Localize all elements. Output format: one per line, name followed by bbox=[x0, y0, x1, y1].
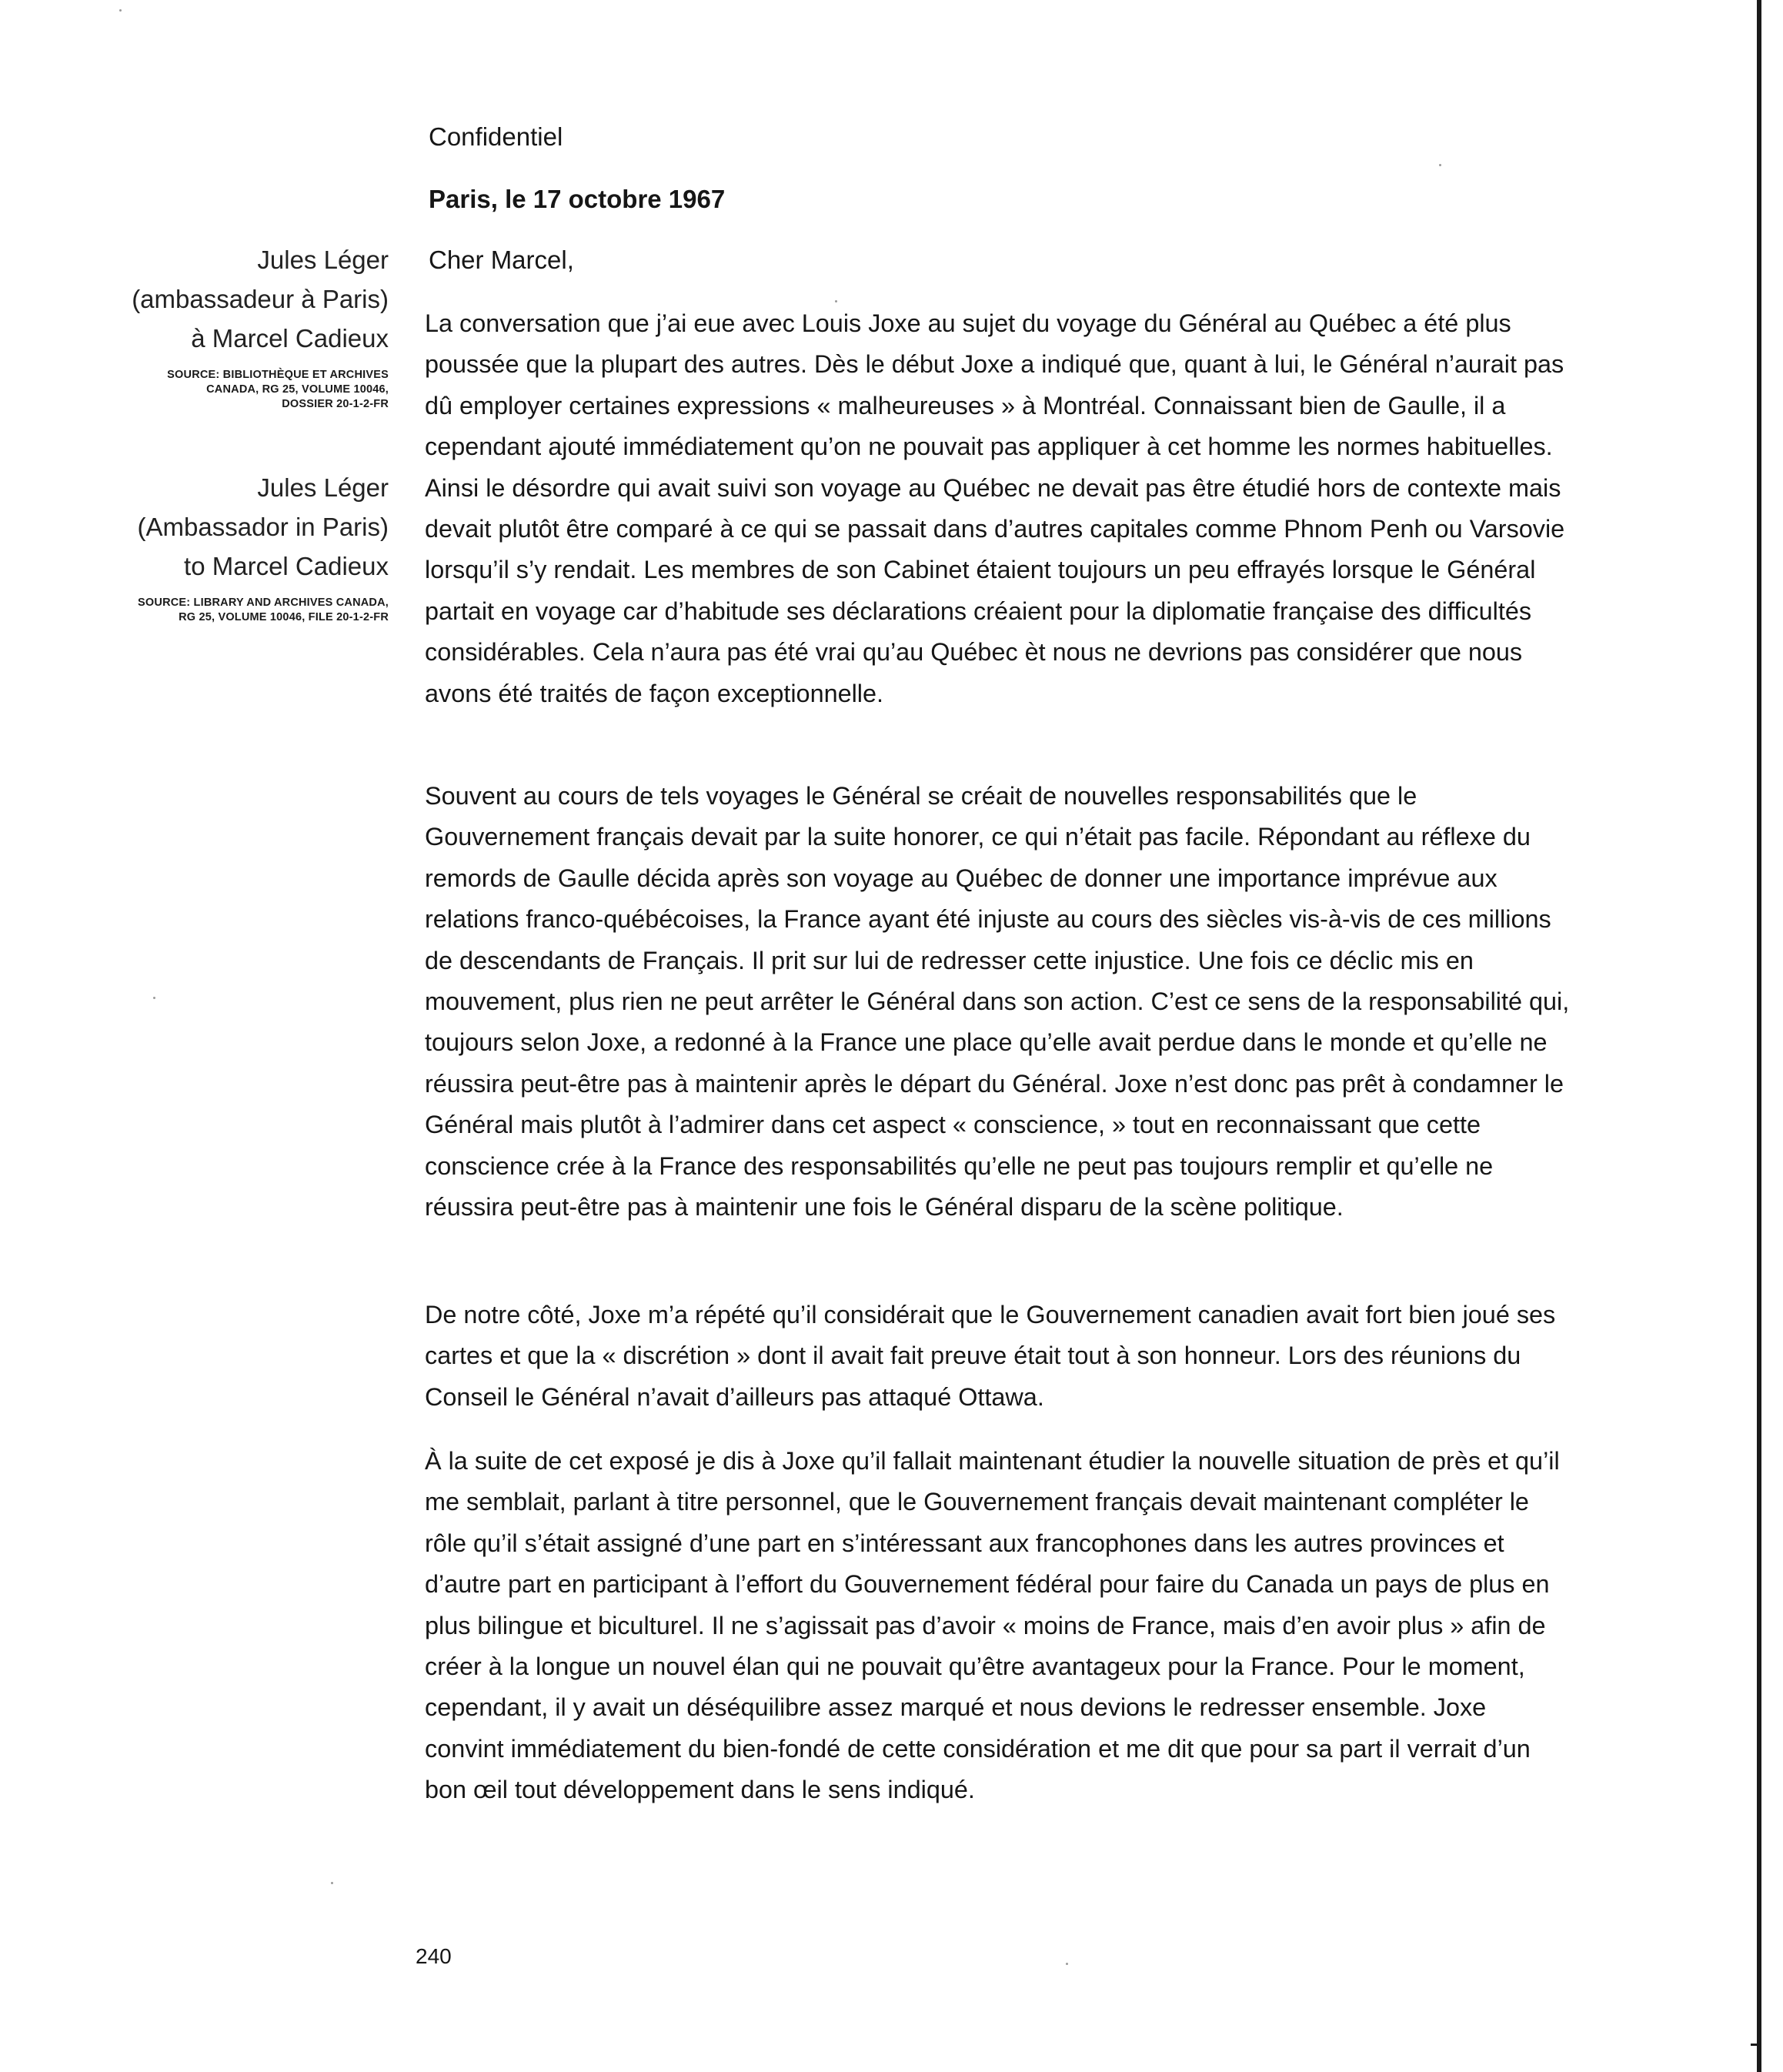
scan-page-edge-mark bbox=[1751, 2044, 1761, 2046]
sidebar-source-line: SOURCE: BIBLIOTHÈQUE ET ARCHIVES bbox=[167, 369, 389, 381]
sidebar-source-line: RG 25, VOLUME 10046, FILE 20-1-2-FR bbox=[179, 611, 389, 623]
sidebar-sender-role: (ambassadeur à Paris) bbox=[132, 285, 389, 313]
body-paragraph-2: Souvent au cours de tels voyages le Général se créait de nouvelles responsabilités que le Gouvernement français devait par la suite honorer, ce qui n’était pas facile. Répondant au réflexe du remords de Gaulle décida après son voyage au Québec de donner une importance imprévue aux relations franco-québécoises, la France ayant été injuste au cours des siècles vis-à-vis de ces millions de descendants de Français. Il prit sur lui de redresser cette injustice. Une fois ce déclic mis en mouvement, plus rien ne peut arrêter le Général dans son action. C’est ce sens de la responsabilité qui, toujours selon Joxe, a redonné à la France une place qu’elle avait perdue dans le monde et qu’elle ne réussira peut-être pas à maintenir après le départ du Général. Joxe n’est donc pas prêt à condamner le Général mais plutôt à l’admirer dans cet aspect « conscience, » tout en reconnaissant que cette conscience crée à la France des responsabilités qu’elle ne peut pas toujours remplir et qu’elle ne réussira peut-être pas à maintenir une fois le Général disparu de la scène politique. bbox=[425, 782, 1570, 1221]
sidebar-sender-role: (Ambassador in Paris) bbox=[137, 513, 389, 541]
sidebar-source-line: CANADA, RG 25, VOLUME 10046, bbox=[206, 383, 389, 396]
sidebar-sender-name: Jules Léger bbox=[257, 246, 389, 274]
scan-speck bbox=[153, 997, 155, 999]
sidebar-source-line: DOSSIER 20-1-2-FR bbox=[282, 398, 389, 410]
body-paragraph-3: De notre côté, Joxe m’a répété qu’il considérait que le Gouvernement canadien avait fort bien joué ses cartes et que la « discrétion » dont il avait fait preuve était tout à son honneur. Lors des réunions du Conseil le Général n’avait d’ailleurs pas attaqué Ottawa. bbox=[425, 1301, 1556, 1411]
sidebar-source-note bbox=[54, 368, 389, 412]
scan-speck bbox=[119, 9, 122, 12]
sidebar-recipient: to Marcel Cadieux bbox=[184, 552, 389, 580]
scan-page-edge bbox=[1757, 0, 1761, 2072]
sidebar-recipient: à Marcel Cadieux bbox=[191, 324, 389, 353]
sidebar-sender-name: Jules Léger bbox=[257, 473, 389, 502]
body-paragraph-1: La conversation que j’ai eue avec Louis Joxe au sujet du voyage du Général au Québec a été plus poussée que la plupart des autres. Dès le début Joxe a indiqué que, quant à lui, le Général n’aurait pas dû employer certaines expressions « malheureuses » à Montréal. Connaissant bien de Gaulle, il a cependant ajouté immédiatement qu’on ne pouvait pas appliquer à cet homme les normes habituelles. Ainsi le désordre qui avait suivi son voyage au Québec ne devait pas être étudié hors de contexte mais devait plutôt être comparé à ce qui se passait dans d’autres capitales comme Phnom Penh ou Varsovie lorsqu’il s’y rendait. Les membres de son Cabinet étaient toujours un peu effrayés lorsque le Général partait en voyage car d’habitude ses déclarations créaient pour la diplomatie française des difficultés considérables. Cela n’aura pas été vrai qu’au Québec èt nous ne devrions pas considérer que nous avons été traités de façon exceptionnelle. bbox=[425, 309, 1565, 707]
sidebar-attribution-french bbox=[54, 240, 389, 412]
scan-speck bbox=[835, 300, 837, 302]
scan-speck bbox=[331, 1882, 333, 1884]
body-paragraph-4: À la suite de cet exposé je dis à Joxe qu’il fallait maintenant étudier la nouvelle situation de près et qu’il me semblait, parlant à titre personnel, que le Gouvernement français devait maintenant compléter le rôle qu’il s’était assigné d’une part en s’intéressant aux francophones dans les autres provinces et d’autre part en participant à l’effort du Gouvernement fédéral pour faire du Canada un pays de plus en plus bilingue et biculturel. Il ne s’agissait pas d’avoir « moins de France, mais d’en avoir plus » afin de créer à la longue un nouvel élan qui ne pouvait qu’être avantageux pour la France. Pour le moment, cependant, il y avait un déséquilibre assez marqué et nous devions le redresser ensemble. Joxe convint immédiatement du bien-fondé de cette considération et me dit que pour sa part il verrait d’un bon œil tout développement dans le sens indiqué. bbox=[425, 1447, 1560, 1804]
letter-dateline: Paris, le 17 octobre 1967 bbox=[429, 185, 726, 213]
sidebar-source-note bbox=[54, 596, 389, 625]
sidebar-source-line: SOURCE: LIBRARY AND ARCHIVES CANADA, bbox=[138, 597, 389, 609]
scan-speck bbox=[1066, 1963, 1068, 1965]
letter-salutation: Cher Marcel, bbox=[429, 246, 574, 274]
page-number: 240 bbox=[416, 1944, 452, 1968]
classification-label: Confidentiel bbox=[429, 122, 563, 151]
scan-speck bbox=[1439, 164, 1441, 166]
sidebar-attribution-english bbox=[54, 468, 389, 625]
